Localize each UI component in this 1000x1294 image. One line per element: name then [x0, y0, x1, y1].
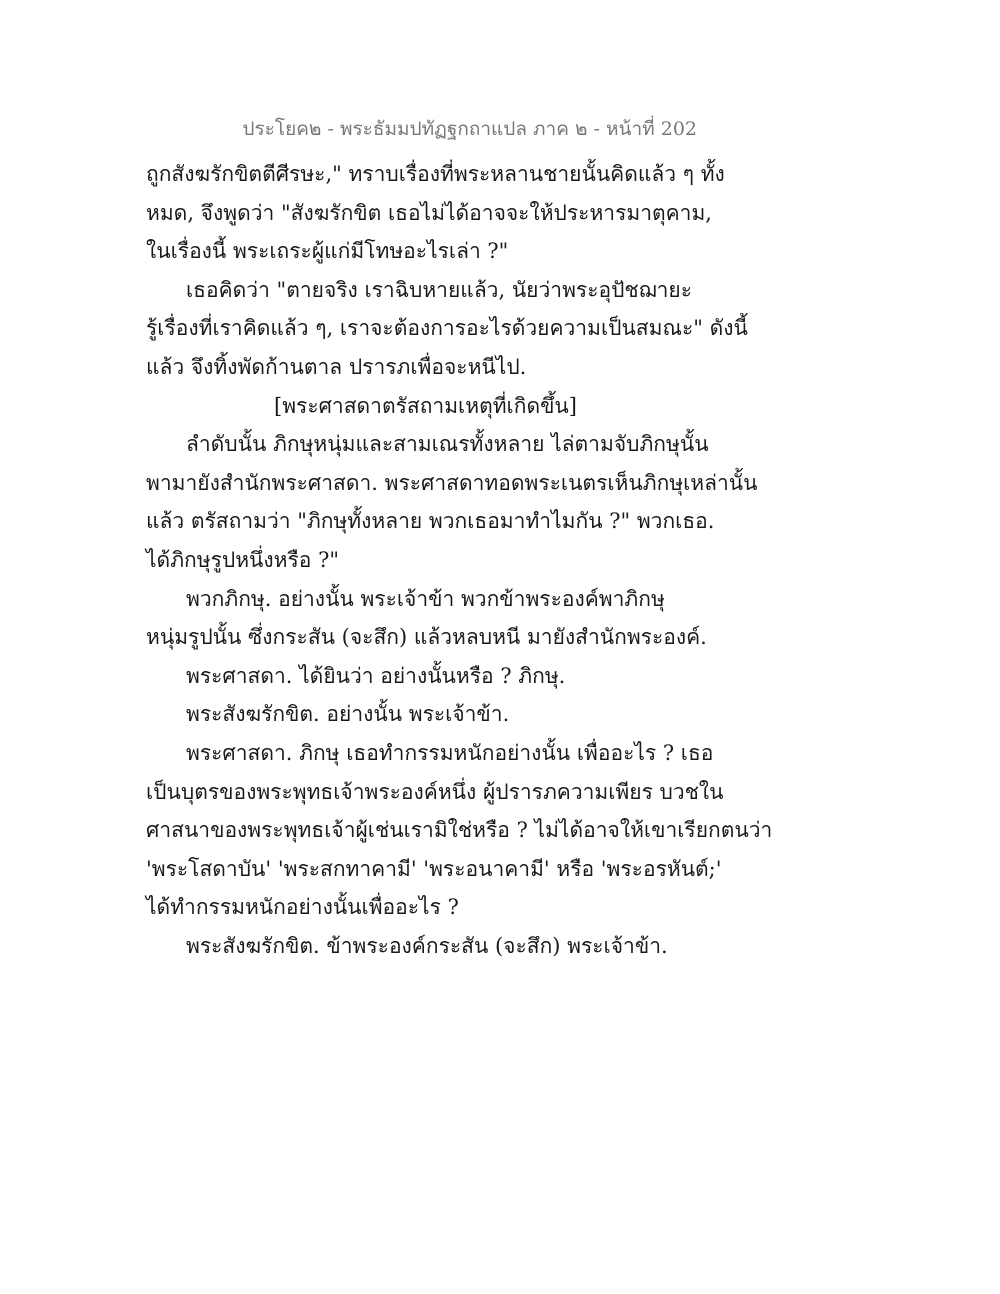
- text-line: รู้เรื่องที่เราคิดแล้ว ๆ, เราจะต้องการอะไรด้วยความเป็นสมณะ" ดังนี้: [146, 316, 748, 341]
- text-line: พามายังสำนักพระศาสดา. พระศาสดาทอดพระเนตรเห็นภิกษุเหล่านั้น: [146, 470, 758, 495]
- section-heading: [พระศาสดาตรัสถามเหตุที่เกิดขึ้น]: [274, 393, 577, 418]
- page-body-text: [146, 155, 773, 965]
- paragraph-start-line: พระสังฆรักขิต. อย่างนั้น พระเจ้าข้า.: [186, 702, 510, 727]
- paragraph-start-line: พระศาสดา. ภิกษุ เธอทำกรรมหนักอย่างนั้น เพื่ออะไร ? เธอ: [186, 740, 714, 765]
- running-header: ประโยค๒ - พระธัมมปทัฏฐกถาแปล ภาค ๒ - หน้าที่ 202: [242, 118, 697, 140]
- paragraph-start-line: พวกภิกษุ. อย่างนั้น พระเจ้าข้า พวกข้าพระองค์พาภิกษุ: [186, 586, 665, 611]
- text-line: 'พระโสดาบัน' 'พระสกทาคามี' 'พระอนาคามี' หรือ 'พระอรหันต์;': [146, 856, 722, 881]
- paragraph-start-line: เธอคิดว่า "ตายจริง เราฉิบหายแล้ว, นัยว่าพระอุปัชฌายะ: [186, 277, 692, 302]
- text-line: ถูกสังฆรักขิตตีศีรษะ," ทราบเรื่องที่พระหลานชายนั้นคิดแล้ว ๆ ทั้ง: [146, 162, 725, 186]
- text-line: เป็นบุตรของพระพุทธเจ้าพระองค์หนึ่ง ผู้ปรารภความเพียร บวชใน: [146, 779, 724, 804]
- text-line: หนุ่มรูปนั้น ซึ่งกระสัน (จะสึก) แล้วหลบหนี มายังสำนักพระองค์.: [146, 625, 707, 650]
- paragraph-start-line: พระสังฆรักขิต. ข้าพระองค์กระสัน (จะสึก) พระเจ้าข้า.: [186, 933, 668, 958]
- paragraph-start-line: ลำดับนั้น ภิกษุหนุ่มและสามเณรทั้งหลาย ไล่ตามจับภิกษุนั้น: [186, 432, 709, 457]
- text-line: แล้ว จึงทิ้งพัดก้านตาล ปรารภเพื่อจะหนีไป.: [146, 354, 527, 379]
- text-line: หมด, จึงพูดว่า "สังฆรักขิต เธอไม่ได้อาจจะให้ประหารมาตุคาม,: [146, 200, 712, 225]
- paragraph-start-line: พระศาสดา. ได้ยินว่า อย่างนั้นหรือ ? ภิกษุ.: [186, 663, 566, 688]
- text-line: ได้ภิกษุรูปหนึ่งหรือ ?": [146, 547, 339, 572]
- text-line: แล้ว ตรัสถามว่า "ภิกษุทั้งหลาย พวกเธอมาทำไมกัน ?" พวกเธอ.: [146, 509, 715, 534]
- text-line: ในเรื่องนี้ พระเถระผู้แก่มีโทษอะไรเล่า ?": [146, 239, 509, 264]
- text-line: ศาสนาของพระพุทธเจ้าผู้เช่นเรามิใช่หรือ ? ไม่ได้อาจให้เขาเรียกตนว่า: [146, 818, 773, 843]
- text-line: ได้ทำกรรมหนักอย่างนั้นเพื่ออะไร ?: [146, 895, 459, 920]
